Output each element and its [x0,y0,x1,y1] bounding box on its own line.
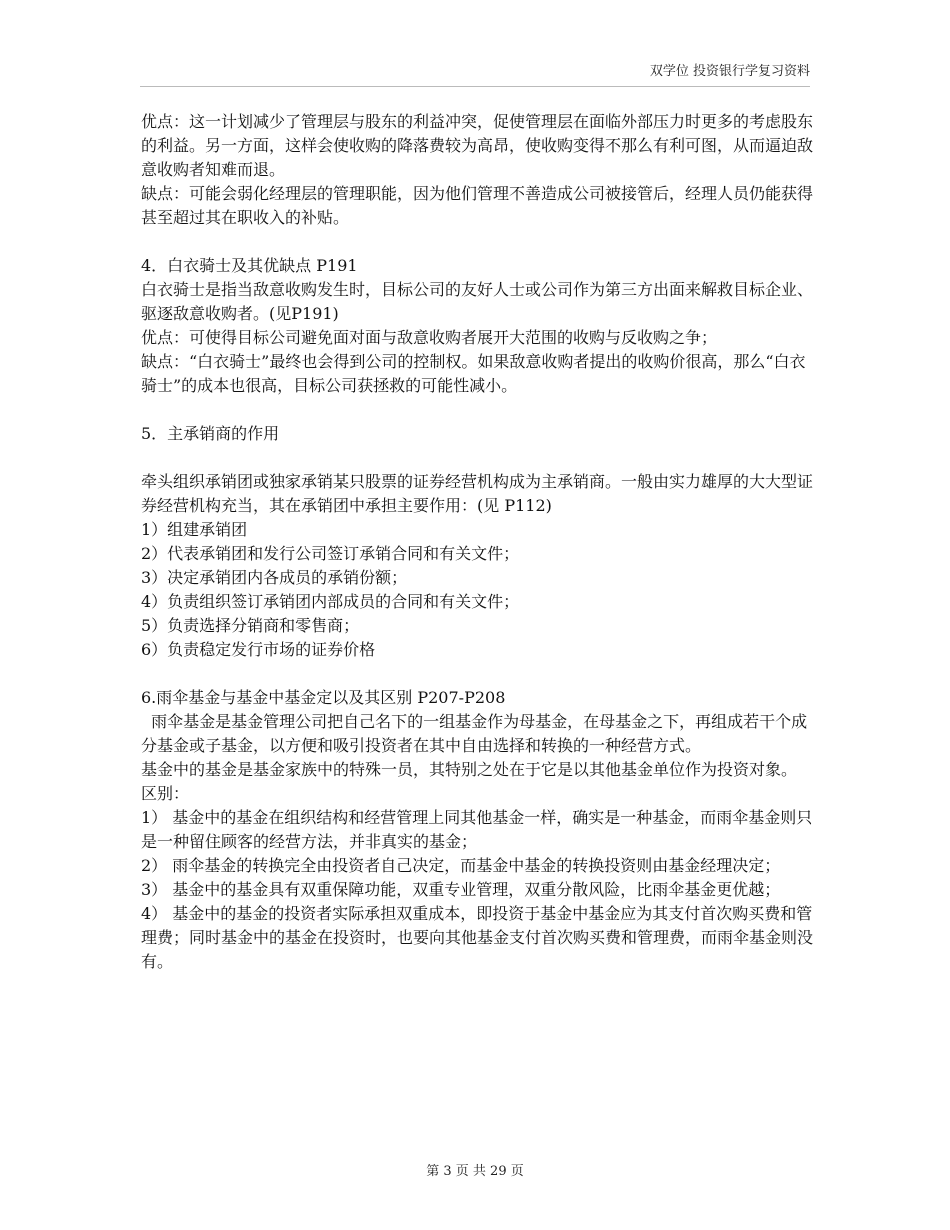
white-knight-advantage: 优点：可使得目标公司避免面对面与敌意收购者展开大范围的收购与反收购之争； [141,328,718,347]
page-header: 双学位 投资银行学复习资料 [649,64,810,79]
list-item: 5）负责选择分销商和零售商； [141,616,360,635]
header-divider [140,86,810,87]
document-body [141,110,813,974]
list-item: 1） 基金中的基金在组织结构和经营管理上同其他基金一样，确实是一种基金，而雨伞基金则只是一种留住顾客的经营方法，并非真实的基金； [141,808,813,851]
fund-of-funds-definition: 基金中的基金是基金家族中的特殊一员，其特别之处在于它是以其他基金单位作为投资对象。 [141,760,798,779]
list-item: 4） 基金中的基金的投资者实际承担双重成本，即投资于基金中基金应为其支付首次购买费和管理费；同时基金中的基金在投资时，也要向其他基金支付首次购买费和管理费，而雨伞基金则没有。 [141,904,814,971]
section-6-title: 6.雨伞基金与基金中基金定以及其区别 P207-P208 [141,688,506,707]
section-4-title: 4．白衣骑士及其优缺点 P191 [141,256,358,275]
paragraph-gap [141,662,813,686]
list-item: 3）决定承销团内各成员的承销份额； [141,568,408,587]
list-item: 3） 基金中的基金具有双重保障功能，双重专业管理，双重分散风险，比雨伞基金更优越； [141,880,781,899]
list-item: 2） 雨伞基金的转换完全由投资者自己决定，而基金中基金的转换投资则由基金经理决定； [141,856,781,875]
section-5-title: 5．主承销商的作用 [141,424,280,443]
paragraph-gap [141,398,813,422]
page-number-footer: 第 3 页 共 29 页 [426,1164,524,1179]
list-item: 2）代表承销团和发行公司签订承销合同和有关文件； [141,544,520,563]
poison-pill-advantage: 优点：这一计划减少了管理层与股东的利益冲突，促使管理层在面临外部压力时更多的考虑股东的利益。另一方面，这样会使收购的降落费较为高昂，使收购变得不那么有利可图，从而逼迫敌意收购者知难而退。 [141,112,814,179]
list-item: 1）组建承销团 [141,520,248,539]
list-item: 4）负责组织签订承销团内部成员的合同和有关文件； [141,592,520,611]
poison-pill-disadvantage: 缺点：可能会弱化经理层的管理职能，因为他们管理不善造成公司被接管后，经理人员仍能获得甚至超过其在职收入的补贴。 [141,184,814,227]
white-knight-definition: 白衣骑士是指当敌意收购发生时，目标公司的友好人士或公司作为第三方出面来解救目标企业、驱逐敌意收购者。(见P191) [141,280,814,323]
white-knight-disadvantage: 缺点：“白衣骑士”最终也会得到公司的控制权。如果敌意收购者提出的收购价很高，那么“白衣骑士”的成本也很高，目标公司获拯救的可能性减小。 [141,352,806,395]
umbrella-fund-definition: 雨伞基金是基金管理公司把自己名下的一组基金作为母基金，在母基金之下，再组成若干个成分基金或子基金，以方便和吸引投资者在其中自由选择和转换的一种经营方式。 [141,712,808,755]
lead-underwriter-intro: 牵头组织承销团或独家承销某只股票的证券经营机构成为主承销商。一般由实力雄厚的大大型证券经营机构充当，其在承销团中承担主要作用：(见 P112) [141,472,814,515]
difference-label: 区别： [141,784,190,803]
paragraph-gap [141,446,813,470]
paragraph-gap [141,230,813,254]
list-item: 6）负责稳定发行市场的证券价格 [141,640,376,659]
